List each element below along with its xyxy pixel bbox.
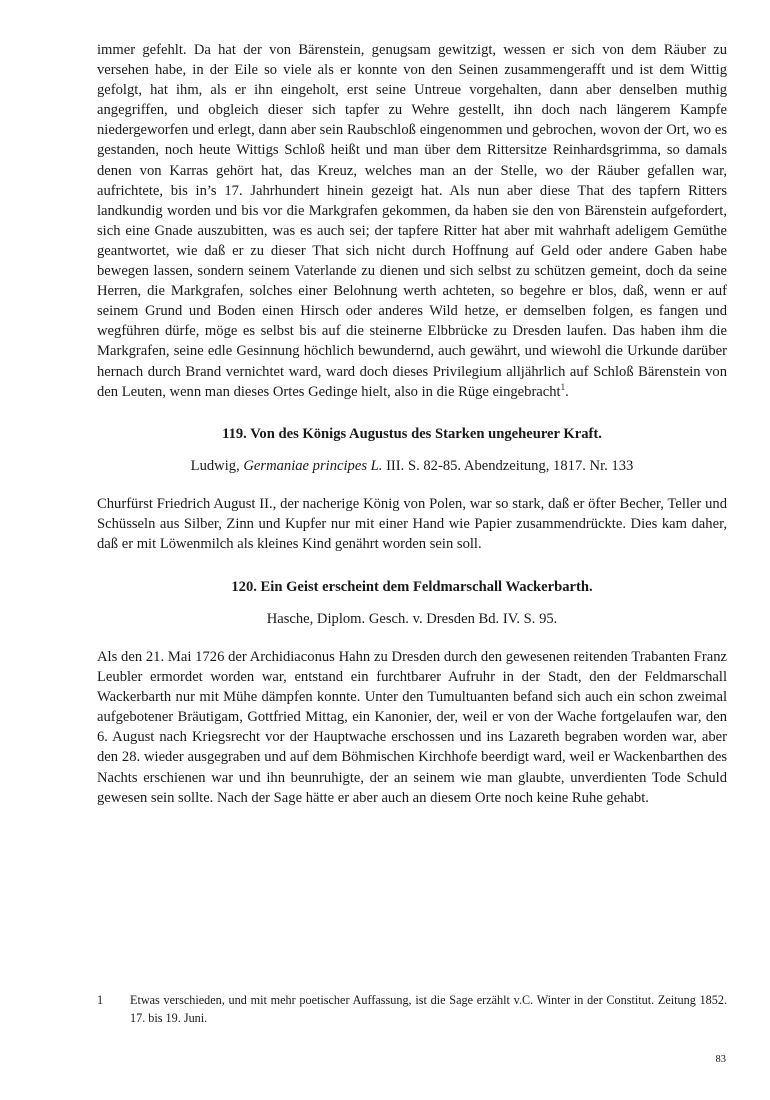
page-body	[97, 40, 727, 808]
section-119-heading: 119. Von des Königs Augustus des Starken ungeheurer Kraft.	[222, 425, 602, 442]
footnote-number: 1	[97, 993, 104, 1007]
paragraph-1-end: .	[565, 383, 569, 400]
footnote	[97, 992, 727, 1027]
section-119-source-title: Germaniae principes L.	[243, 457, 383, 474]
paragraph-1-text: immer gefehlt. Da hat der von Bärenstein, genugsam gewitzigt, wessen er sich von dem Räuber zu versehen habe, in der Eile so viele als er konnte von den Seinen zusammengerafft und ist dem Wittig gefolgt, hat ihm, als er ihn eingeholt, erst seine Untreue vorgehalten, dann aber denselben muthig angegriffen, und obgleich dieser sich tapfer zu Wehre gestellt, ihn doch nach längerem Kampfe niedergeworfen und erlegt, dann aber sein Raubschloß eingenommen und gebrochen, wovon der Ort, wo es gestanden, noch heute Wittigs Schloß heißt und man über dem Rittersitze Reinhardsgrimma, so damals denen von Karras gehört hat, das Kreuz, welches man an der Stelle, wo der Räuber gefallen war, aufrichtete, bis in’s 17. Jahrhundert hinein gezeigt hat. Als nun aber diese That des tapfern Ritters landkundig worden und bis vor die Markgrafen gekommen, da haben sie den von Bärenstein aufgefordert, sich eine Gnade auszubitten, was es auch sei; der tapfere Ritter hat aber mit wahrhaft adeligem Gemüthe geantwortet, wie daß er zu dieser That sich nicht durch Hoffnung auf Geld oder andere Gaben habe bewegen lassen, sondern seinem Vaterlande zu dienen und sich selbst zu schützen gemeint, doch da seine Herren, die Markgrafen, solches einer Belohnung werth achteten, so begehre er blos, daß, wenn er auf seinem Grund und Boden einen Hirsch oder anderes Wild hetze, er demselben folgen, es fangen und wegführen dürfe, möge es selbst bis auf die steinerne Elbbrücke zu Dresden laufen. Das haben ihm die Markgrafen, seine edle Gesinnung höchlich bewundernd, auch gewährt, und wiewohl die Urkunde darüber hernach durch Brand vernichtet ward, ward doch dieses Privilegium alljährlich auf Schloß Bärenstein von den Leuten, wenn man dieses Ortes Gedinge hielt, also in die Rüge eingebracht	[97, 42, 727, 400]
section-119-source-author: Ludwig,	[190, 457, 244, 474]
section-119-text: Churfürst Friedrich August II., der nacherige König von Polen, war so stark, daß er öfter Becher, Teller und Schüsseln aus Silber, Zinn und Kupfer nur mit einer Hand wie Papier zusammendrückte. Dies kam daher, daß er mit Löwenmilch als kleines Kind genährt worden sein soll.	[97, 495, 727, 552]
footnote-text: Etwas verschieden, und mit mehr poetischer Auffassung, ist die Sage erzählt v.C. Winter in der Constitut. Zeitung 1852. 17. bis 19. Juni.	[130, 993, 727, 1025]
section-120-source: Hasche, Diplom. Gesch. v. Dresden Bd. IV. S. 95.	[266, 610, 558, 627]
section-119-source	[97, 456, 727, 476]
section-120-text: Als den 21. Mai 1726 der Archidiaconus Hahn zu Dresden durch den gewesenen reitenden Trabanten Franz Leubler ermordet worden war, entstand ein furchtbarer Aufruhr in der Stadt, den der Feldmarschall Wackerbarth nur mit Mühe dämpfen konnte. Unter den Tumultuanten befand sich auch ein schon zweimal aufgebotener Bräutigam, Gottfried Mittag, ein Kanonier, der, weil er von der Wache fortgelaufen war, den 6. August nach Kriegsrecht vor der Hauptwache erschossen und ins Lazareth begraben worden war, aber den 28. wieder ausgegraben und auf dem Böhmischen Kirchhofe beerdigt ward, weil er Wackenbarthen des Nachts erschienen war und ihn beunruhigte, der an seinem wie man glaubte, unverdienten Tode Schuld gewesen sein sollte. Nach der Sage hätte er aber auch an diesem Orte noch keine Ruhe gehabt.	[97, 648, 727, 806]
section-120-heading: 120. Ein Geist erscheint dem Feldmarschall Wackerbarth.	[231, 578, 593, 595]
footnote-reference[interactable]: 1	[560, 381, 566, 392]
page-number: 83	[715, 1054, 726, 1065]
section-119-source-details: III. S. 82-85. Abendzeitung, 1817. Nr. 133	[382, 457, 634, 474]
paragraph-baerenstein	[97, 40, 727, 402]
